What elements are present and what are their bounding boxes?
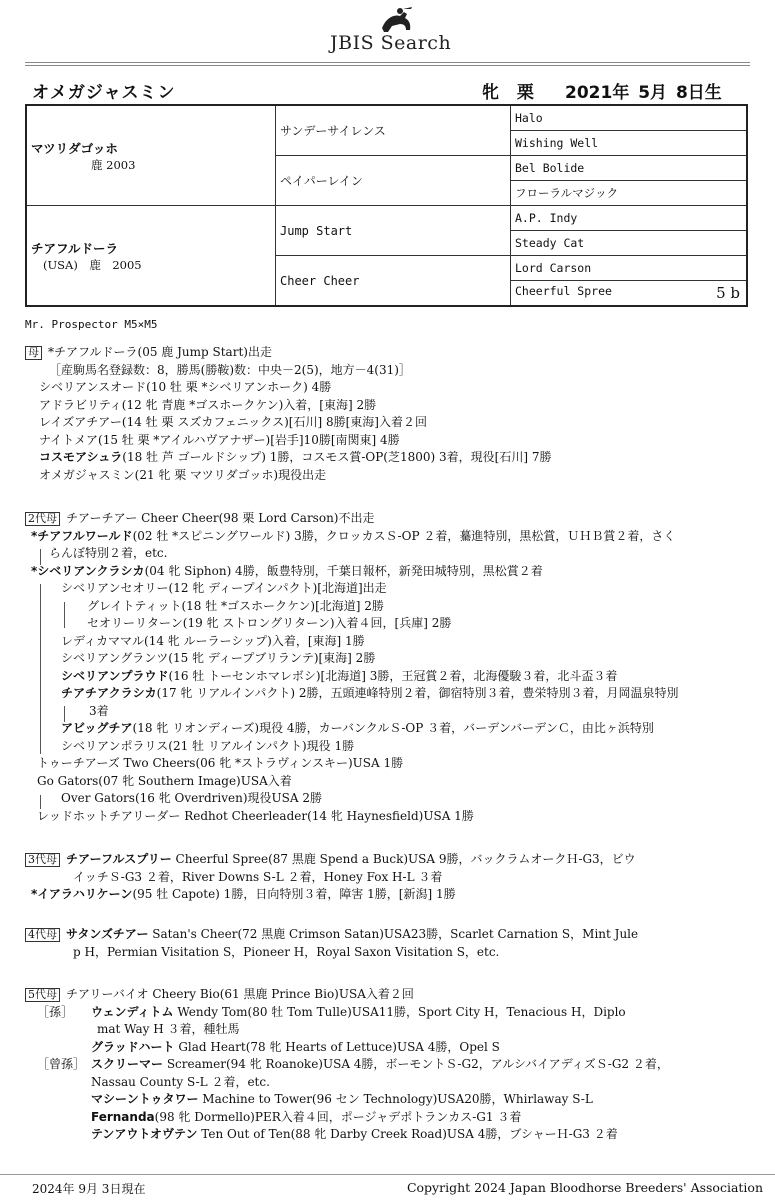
horse-birth-date: 2021年 5月 8日生 [565, 83, 722, 103]
list-item [25, 1109, 760, 1127]
entry-text: Glad Heart(78 牝 Hearts of Lettuce)USA 4勝，Opel S [174, 1039, 500, 1054]
dam-dam[interactable]: Cheer Cheer [276, 256, 511, 307]
list-item [25, 685, 760, 703]
entry-text: (18 牝 リオンディーズ)現役 4勝，カーバンクルＳ-OP ３着，バーデンバーデンＣ，由比ヶ浜特別 [132, 721, 654, 735]
stakes-horse-name: スクリーマー [91, 1057, 164, 1071]
entry-text: (04 牝 Siphon) 4勝，飯豊特別，千葉日報杯，新発田城特別，黒松賞２着 [144, 563, 543, 578]
list-item [25, 510, 760, 528]
list-item: セオリーリターン(19 牝 ストロングリターン)入着４回，[兵庫] 2勝 [87, 616, 452, 630]
ancestor-gen3[interactable]: Lord Carson [511, 256, 748, 281]
list-item: トゥーチアーズ Two Cheers(06 牝 *ストラヴィンスキー)USA 1勝 [37, 756, 404, 770]
generation-label: ［曾孫］ [37, 1057, 86, 1071]
list-item [25, 1004, 760, 1022]
stakes-horse-name: マシーントゥタワー [91, 1092, 199, 1106]
entry-text: (98 牝 Dormello)PER入着４回，ポージャデポトランカス-G1 ３着 [154, 1109, 522, 1124]
entry-text: Screamer(94 牝 Roanoke)USA 4勝，ボーモントＳ-G2，アルシバイアディズＳ-G2 ２着， [163, 1057, 669, 1071]
stakes-horse-name: *チアフルワールド [31, 528, 133, 543]
list-item: オメガジャスミン(21 牝 栗 マツリダゴッホ)現役出走 [39, 467, 327, 482]
stakes-horse-name: *シベリアンクラシカ [31, 563, 145, 578]
section-third-dam [25, 851, 760, 904]
section-second-dam [25, 510, 760, 825]
list-item: p H，Permian Visitation S，Pioneer H，Royal Saxon Visitation S，etc. [73, 944, 500, 959]
ancestor-gen3-last [511, 281, 748, 307]
stakes-horse-name: アビッグチア [61, 721, 133, 735]
list-item [25, 668, 760, 686]
stakes-horse-name: シベリアンプラウド [61, 668, 169, 683]
entry-text: (17 牝 リアルインパクト) 2勝，五頭連峰特別２着，御宿特別３着，豊栄特別３着，月岡温泉特別 [156, 686, 679, 700]
stakes-horse-name: グラッドハート [91, 1039, 175, 1054]
sire-dam[interactable]: ペイパーレイン [276, 156, 511, 206]
sire-info: 鹿 2003 [91, 157, 136, 172]
list-item [25, 886, 760, 904]
dam-cell [26, 206, 276, 307]
section-fifth-dam [25, 986, 760, 1144]
list-item [25, 1126, 760, 1144]
list-item: シベリアングランツ(15 牝 ディープブリランテ)[東海] 2勝 [61, 651, 376, 665]
dam-name[interactable]: チアフルドーラ [31, 240, 119, 256]
section-dam [25, 344, 760, 484]
sire-cell [26, 105, 276, 206]
list-item: シベリアンセオリー(12 牝 ディープインパクト)[北海道]出走 [61, 581, 387, 595]
entry-text: Machine to Tower(96 セン Technology)USA20勝，Whirlaway S-L [198, 1092, 593, 1106]
list-item: Nassau County S-L ２着，etc. [91, 1074, 270, 1089]
entry-text: Satan's Cheer(72 黒鹿 Crimson Satan)USA23勝，Scarlet Carnation S，Mint Jule [148, 927, 639, 941]
section-fourth-dam [25, 926, 760, 961]
stakes-horse-name: チアーフルスプリー [66, 852, 172, 866]
tree-connector [64, 706, 65, 722]
list-item [25, 986, 760, 1004]
ancestor-gen3[interactable]: Cheerful Spree [515, 284, 612, 298]
list-item: グレイトティット(18 牡 *ゴスホークケン)[北海道] 2勝 [87, 598, 384, 613]
ancestor-gen3[interactable]: Halo [511, 105, 748, 131]
stakes-horse-name: Fernanda [91, 1109, 155, 1124]
sire-sire[interactable]: サンデーサイレンス [276, 105, 511, 156]
section-tag: 2代母 [25, 512, 60, 526]
list-item: らんぼ特別２着，etc. [49, 546, 168, 560]
list-item [25, 449, 760, 467]
list-item: mat Way H ３着，種牡馬 [97, 1022, 240, 1036]
stakes-horse-name: テンアウトオヴテン [91, 1127, 198, 1141]
entry-text: (02 牡 *スピニングワールド) 3勝，クロッカスＳ-OP ２着，驀進特別，黒松賞，ＵＨＢ賞２着，さく [132, 528, 676, 543]
stakes-horse-name: チアチアクラシカ [61, 686, 157, 700]
list-item: レイズアチアー(14 牡 栗 スズカフェニックス)[石川] 8勝[東海]入着２回 [39, 415, 427, 429]
section-tag: 5代母 [25, 988, 60, 1002]
sire-name[interactable]: マツリダゴッホ [31, 140, 118, 156]
family-number: 5 b [716, 284, 740, 302]
entry-text: Ten Out of Ten(88 牝 Darby Creek Road)USA 4勝，ブシャーＨ-G3 ２着 [197, 1127, 618, 1141]
header-divider [25, 62, 750, 66]
list-item [25, 1039, 760, 1057]
section-tag: 4代母 [25, 928, 60, 942]
entry-text: *チアフルドーラ(05 鹿 Jump Start)出走 [48, 345, 272, 359]
stakes-horse-name: *イアラハリケーン [31, 887, 133, 901]
ancestor-gen3[interactable]: A.P. Indy [511, 206, 748, 231]
logo-text: JBIS Search [330, 32, 452, 54]
list-item: Go Gators(07 牝 Southern Image)USA入着 [37, 773, 292, 788]
inbreeding-note: Mr. Prospector M5×M5 [25, 318, 158, 331]
horse-rider-icon [378, 6, 418, 34]
list-item: ［産駒馬名登録数：8，勝馬(勝鞍)数：中央－2(5)，地方－4(31)］ [49, 362, 411, 377]
list-item: レディカママル(14 牝 ルーラーシップ)入着，[東海] 1勝 [61, 633, 365, 648]
list-item: イッチＳ-G3 ２着，River Downs S-L ２着，Honey Fox H-L ３着 [73, 869, 443, 884]
entry-text: Cheerful Spree(87 黒鹿 Spend a Buck)USA 9勝，バックラムオークＨ-G3，ビウ [171, 852, 636, 866]
list-item [25, 528, 760, 546]
list-item [25, 1056, 760, 1074]
list-item: レッドホットチアリーダー Redhot Cheerleader(14 牝 Haynesfield)USA 1勝 [37, 808, 474, 823]
generation-label: ［孫］ [37, 1004, 74, 1019]
horse-name: オメガジャスミン [32, 83, 176, 103]
list-item [25, 344, 760, 362]
dam-info: (USA) 鹿 2005 [43, 257, 142, 272]
list-item: ナイトメア(15 牡 栗 *アイルハヴアナザー)[岩手]10勝[南関東] 4勝 [39, 432, 400, 447]
pedigree-table [25, 104, 748, 307]
tree-connector [40, 549, 41, 565]
entry-text: (18 牡 芦 ゴールドシップ) 1勝，コスモス賞-OP(芝1800) 3着，現役[石川] 7勝 [122, 450, 552, 464]
copyright: Copyright 2024 Japan Bloodhorse Breeders' Association [406, 1180, 763, 1195]
list-item: シベリアンスオード(10 牡 栗 *シベリアンホーク) 4勝 [39, 380, 332, 394]
entry-text: (16 牡 トーセンホマレボシ)[北海道] 3勝，王冠賞２着，北海優駿３着，北斗盃３着 [168, 668, 618, 683]
footer-divider [0, 1174, 775, 1175]
entry-text: チアリーバイオ Cheery Bio(61 黒鹿 Prince Bio)USA入着２回 [66, 987, 414, 1001]
section-tag: 3代母 [25, 853, 60, 867]
ancestor-gen3[interactable]: フローラルマジック [511, 181, 748, 206]
dam-sire[interactable]: Jump Start [276, 206, 511, 256]
jbis-logo[interactable] [320, 6, 470, 56]
list-item [25, 720, 760, 738]
list-item: アドラビリティ(12 牝 青鹿 *ゴスホークケン)入着，[東海] 2勝 [39, 397, 377, 412]
stakes-horse-name: ウェンディトム [91, 1004, 174, 1019]
ancestor-gen3[interactable]: Steady Cat [511, 231, 748, 256]
ancestor-gen3[interactable]: Wishing Well [511, 131, 748, 156]
list-item: シベリアンポラリス(21 牡 リアルインパクト)現役 1勝 [61, 738, 355, 753]
list-item: Over Gators(16 牝 Overdriven)現役USA 2勝 [61, 791, 322, 805]
list-item [25, 563, 760, 581]
tree-connector [40, 795, 41, 809]
section-tag: 母 [25, 346, 42, 360]
tree-connector [40, 584, 41, 754]
tree-connector [64, 602, 65, 628]
entry-text: (95 牡 Capote) 1勝，日向特別３着，障害 1勝，[新潟] 1勝 [132, 887, 456, 901]
list-item: 3着 [89, 703, 109, 718]
as-of-date: 2024年 9月 3日現在 [32, 1182, 146, 1196]
list-item [25, 851, 760, 869]
entry-text: Wendy Tom(80 牡 Tom Tulle)USA11勝，Sport City H，Tenacious H，Diplo [173, 1004, 626, 1019]
ancestor-gen3[interactable]: Bel Bolide [511, 156, 748, 181]
horse-sex-color: 牝 栗 [482, 83, 540, 103]
stakes-horse-name: コスモアシュラ [39, 450, 123, 464]
list-item [25, 926, 760, 944]
list-item [25, 1091, 760, 1109]
stakes-horse-name: サタンズチアー [66, 927, 149, 941]
entry-text: チアーチアー Cheer Cheer(98 栗 Lord Carson)不出走 [66, 511, 375, 525]
